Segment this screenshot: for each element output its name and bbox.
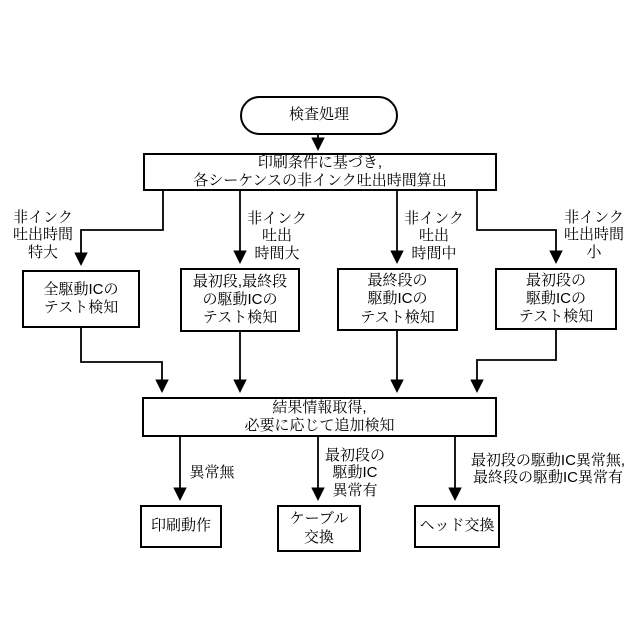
print-action-label: 印刷動作 <box>150 517 211 535</box>
start-label: 検査処理 <box>288 106 349 124</box>
start-terminator <box>240 96 398 135</box>
process-result-info <box>142 397 497 437</box>
process-test-all-ic <box>22 270 140 328</box>
edge-label-time-large: 非インク 吐出 時間大 <box>247 210 307 262</box>
test-all-line-1: 全駆動ICの <box>43 280 119 298</box>
edge-calc-to-test-first <box>477 190 556 262</box>
test-last-line-3: テスト検知 <box>360 308 435 326</box>
process-head-replace <box>414 505 500 548</box>
process-test-first-last-ic <box>180 268 300 332</box>
process-test-last-ic <box>337 268 458 331</box>
edge-test-all-to-result <box>81 328 162 391</box>
process-print-action <box>140 505 222 548</box>
result-line-2: 必要に応じて追加検知 <box>244 417 395 434</box>
test-first-last-line-2: の駆動ICの <box>202 290 278 308</box>
test-first-last-line-1: 最初段,最終段 <box>192 272 288 290</box>
test-first-line-3: テスト検知 <box>518 308 594 326</box>
edge-label-time-extra-large: 非インク 吐出時間 特大 <box>12 209 73 261</box>
process-calc-ejection-time <box>143 153 497 191</box>
process-test-first-ic <box>495 268 617 330</box>
edge-label-no-abnormality: 異常無 <box>189 464 235 481</box>
test-all-line-2: テスト検知 <box>43 299 119 316</box>
test-first-line-1: 最初段の <box>525 271 586 289</box>
test-first-line-2: 駆動ICの <box>525 289 586 307</box>
edge-label-first-ok-last-abnormal: 最初段の駆動IC異常無, 最終段の駆動IC異常有 <box>470 452 626 487</box>
test-last-line-2: 駆動ICの <box>367 290 428 308</box>
calc-line-2: 各シーケンスの非インク吐出時間算出 <box>193 172 447 189</box>
test-first-last-line-3: テスト検知 <box>202 309 278 327</box>
result-line-1: 結果情報取得, <box>272 398 367 416</box>
edge-label-time-medium: 非インク 吐出 時間中 <box>404 210 464 262</box>
cable-replace-line-1: ケーブル <box>289 510 349 528</box>
test-last-line-1: 最終段の <box>367 272 428 290</box>
edge-label-time-small: 非インク 吐出時間 小 <box>563 209 624 261</box>
calc-line-1: 印刷条件に基づき, <box>257 153 383 171</box>
cable-replace-line-2: 交換 <box>303 528 334 546</box>
head-replace-label: ヘッド交換 <box>419 517 495 535</box>
edge-label-first-ic-abnormal: 最初段の 駆動IC 異常有 <box>324 447 385 499</box>
edge-calc-to-test-all <box>81 190 163 264</box>
process-cable-replace <box>277 505 361 552</box>
edge-test-first-to-result <box>477 330 556 391</box>
